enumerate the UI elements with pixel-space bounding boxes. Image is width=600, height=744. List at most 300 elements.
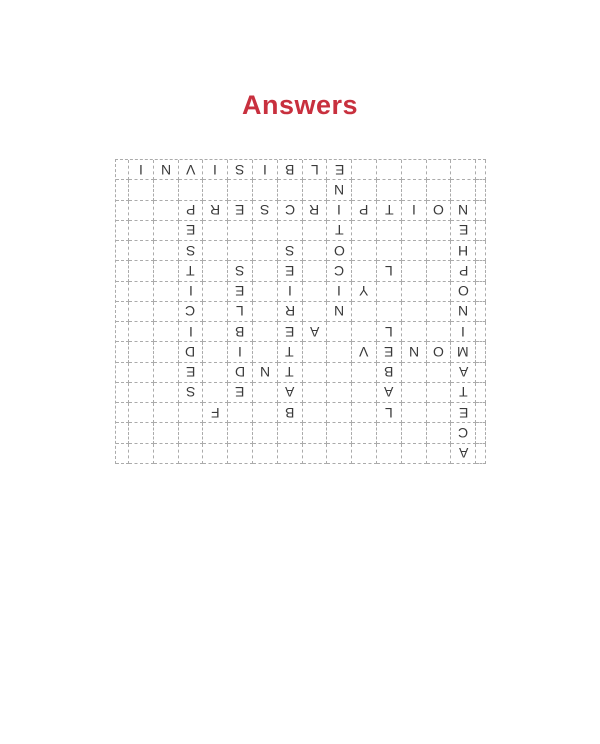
grid-cell: [377, 160, 402, 180]
grid-cell: [402, 342, 427, 362]
grid-cell: [253, 302, 278, 322]
grid-cell: [129, 444, 154, 464]
grid-cell: [303, 160, 328, 180]
grid-letter: S: [235, 262, 245, 279]
grid-cell: [154, 201, 179, 221]
grid-cell: [179, 363, 204, 383]
grid-letter: F: [211, 404, 220, 421]
grid-cell: [427, 282, 452, 302]
grid-cell: [129, 322, 154, 342]
grid-cell: [154, 261, 179, 281]
grid-cell: [327, 403, 352, 423]
grid-cell: [402, 423, 427, 443]
grid-cell: [377, 221, 402, 241]
grid-cell: [451, 241, 476, 261]
grid-cell: [154, 302, 179, 322]
grid-letter: E: [384, 343, 394, 360]
grid-cell: [303, 423, 328, 443]
grid-letter: A: [285, 384, 295, 401]
grid-letter: E: [235, 283, 245, 300]
grid-cell: [377, 342, 402, 362]
grid-cell: [402, 403, 427, 423]
grid-letter: I: [337, 202, 342, 219]
grid-cell: [129, 241, 154, 261]
grid-cell: [228, 423, 253, 443]
grid-cell: [228, 302, 253, 322]
grid-cell: [352, 363, 377, 383]
grid-letter: H: [458, 242, 469, 259]
grid-letter: Y: [359, 283, 369, 300]
grid-letter: C: [334, 262, 345, 279]
grid-cell: [327, 201, 352, 221]
grid-cell: [179, 201, 204, 221]
grid-cell: [402, 282, 427, 302]
grid-letter: N: [334, 181, 345, 198]
grid-cell: [377, 423, 402, 443]
grid-letter: P: [458, 262, 468, 279]
grid-cell: [427, 363, 452, 383]
grid-cell: [377, 241, 402, 261]
grid-cell: [278, 282, 303, 302]
grid-letter: I: [188, 323, 193, 340]
grid-cell: [278, 302, 303, 322]
grid-cell: [352, 241, 377, 261]
grid-letter: N: [458, 202, 469, 219]
grid-cell: [451, 180, 476, 200]
grid-cell: [327, 221, 352, 241]
grid-cell: [377, 201, 402, 221]
grid-letter: I: [138, 161, 143, 178]
grid-cell: [129, 302, 154, 322]
grid-cell: [203, 302, 228, 322]
grid-cell: [377, 302, 402, 322]
grid-cell: [377, 363, 402, 383]
grid-cell: [352, 423, 377, 443]
grid-cell: [327, 322, 352, 342]
grid-cell: [402, 363, 427, 383]
grid-cell: [179, 261, 204, 281]
grid-cell: [253, 363, 278, 383]
grid-cell: [278, 444, 303, 464]
grid-cell: [451, 342, 476, 362]
grid-cell: [116, 444, 129, 464]
grid-cell: [154, 363, 179, 383]
grid-cell: [253, 403, 278, 423]
grid-cell: [116, 241, 129, 261]
grid-cell: [179, 444, 204, 464]
grid-letter: E: [185, 364, 196, 381]
grid-letter: L: [384, 323, 393, 340]
grid-cell: [427, 302, 452, 322]
grid-cell: [228, 160, 253, 180]
grid-cell: [427, 444, 452, 464]
grid-cell: [303, 241, 328, 261]
grid-cell: [352, 383, 377, 403]
answer-grid: [115, 159, 486, 464]
grid-letter: N: [408, 343, 419, 360]
grid-cell: [352, 444, 377, 464]
grid-letter: V: [359, 343, 369, 360]
grid-cell: [253, 423, 278, 443]
grid-cell: [327, 302, 352, 322]
grid-cell: [203, 201, 228, 221]
grid-cell: [278, 221, 303, 241]
grid-cell: [179, 423, 204, 443]
grid-cell: [253, 221, 278, 241]
grid-cell: [179, 241, 204, 261]
grid-letter: L: [384, 404, 393, 421]
grid-cell: [352, 282, 377, 302]
grid-letter: L: [236, 303, 244, 320]
grid-letter: E: [458, 222, 468, 239]
grid-cell: [203, 160, 228, 180]
grid-cell: [116, 201, 129, 221]
grid-cell: [476, 261, 486, 281]
grid-cell: [253, 201, 278, 221]
grid-letter: B: [235, 323, 245, 340]
grid-cell: [116, 221, 129, 241]
grid-cell: [116, 342, 129, 362]
grid-cell: [427, 180, 452, 200]
grid-cell: [228, 322, 253, 342]
grid-cell: [116, 423, 129, 443]
grid-cell: [179, 383, 204, 403]
grid-cell: [116, 282, 129, 302]
grid-cell: [116, 261, 129, 281]
grid-cell: [303, 261, 328, 281]
grid-cell: [278, 383, 303, 403]
grid-cell: [154, 282, 179, 302]
grid-cell: [179, 342, 204, 362]
grid-cell: [303, 221, 328, 241]
grid-letter: N: [259, 364, 270, 381]
grid-letter: N: [334, 303, 345, 320]
grid-cell: [352, 221, 377, 241]
grid-letter: C: [185, 303, 196, 320]
grid-cell: [476, 180, 486, 200]
grid-letter: T: [285, 343, 294, 360]
grid-cell: [451, 403, 476, 423]
grid-cell: [278, 363, 303, 383]
grid-cell: [427, 241, 452, 261]
grid-cell: [253, 282, 278, 302]
grid-cell: [253, 444, 278, 464]
grid-letter: R: [284, 303, 295, 320]
grid-cell: [154, 322, 179, 342]
grid-cell: [476, 363, 486, 383]
grid-cell: [476, 282, 486, 302]
grid-letter: O: [433, 343, 444, 360]
grid-letter: E: [185, 222, 196, 239]
grid-cell: [116, 383, 129, 403]
grid-cell: [352, 261, 377, 281]
grid-cell: [402, 241, 427, 261]
grid-cell: [116, 302, 129, 322]
grid-letter: I: [287, 283, 292, 300]
grid-letter: I: [262, 161, 267, 178]
grid-cell: [402, 302, 427, 322]
grid-cell: [179, 160, 204, 180]
grid-letter: R: [210, 202, 221, 219]
grid-cell: [476, 221, 486, 241]
grid-cell: [203, 221, 228, 241]
grid-cell: [278, 423, 303, 443]
grid-cell: [154, 444, 179, 464]
grid-cell: [377, 403, 402, 423]
grid-cell: [451, 201, 476, 221]
grid-cell: [352, 322, 377, 342]
grid-cell: [129, 160, 154, 180]
grid-letter: T: [285, 364, 294, 381]
grid-cell: [228, 261, 253, 281]
grid-cell: [203, 282, 228, 302]
grid-cell: [377, 444, 402, 464]
grid-cell: [116, 403, 129, 423]
grid-cell: [402, 261, 427, 281]
grid-cell: [476, 403, 486, 423]
grid-cell: [451, 221, 476, 241]
grid-letter: I: [213, 161, 218, 178]
grid-letter: O: [433, 202, 444, 219]
grid-cell: [327, 363, 352, 383]
grid-cell: [253, 261, 278, 281]
grid-cell: [129, 201, 154, 221]
grid-cell: [129, 423, 154, 443]
grid-cell: [427, 261, 452, 281]
grid-cell: [327, 282, 352, 302]
grid-cell: [228, 363, 253, 383]
grid-letter: T: [334, 222, 344, 239]
grid-letter: C: [458, 424, 469, 441]
grid-cell: [427, 423, 452, 443]
grid-cell: [451, 423, 476, 443]
grid-letter: A: [458, 364, 468, 381]
grid-cell: [154, 423, 179, 443]
grid-cell: [352, 180, 377, 200]
grid-cell: [116, 180, 129, 200]
grid-cell: [402, 160, 427, 180]
grid-cell: [154, 160, 179, 180]
grid-cell: [278, 261, 303, 281]
grid-cell: [278, 180, 303, 200]
grid-cell: [154, 180, 179, 200]
grid-cell: [476, 201, 486, 221]
grid-cell: [203, 363, 228, 383]
grid-cell: [303, 363, 328, 383]
grid-cell: [253, 241, 278, 261]
grid-cell: [228, 444, 253, 464]
grid-cell: [327, 423, 352, 443]
grid-cell: [451, 322, 476, 342]
grid-letter: E: [458, 404, 468, 421]
grid-cell: [402, 201, 427, 221]
grid-cell: [476, 444, 486, 464]
grid-cell: [253, 160, 278, 180]
grid-cell: [228, 180, 253, 200]
grid-letter: O: [457, 283, 469, 300]
grid-cell: [402, 322, 427, 342]
grid-cell: [303, 444, 328, 464]
grid-cell: [179, 282, 204, 302]
grid-cell: [303, 403, 328, 423]
grid-cell: [427, 160, 452, 180]
grid-cell: [303, 282, 328, 302]
grid-letter: E: [235, 202, 245, 219]
page-title: Answers: [241, 90, 359, 120]
grid-cell: [203, 383, 228, 403]
grid-cell: [129, 261, 154, 281]
grid-cell: [451, 261, 476, 281]
grid-cell: [476, 302, 486, 322]
grid-letter: N: [458, 303, 469, 320]
grid-letter: S: [260, 202, 270, 219]
grid-cell: [451, 363, 476, 383]
grid-cell: [451, 160, 476, 180]
grid-letter: S: [185, 384, 196, 401]
grid-cell: [451, 383, 476, 403]
grid-cell: [451, 282, 476, 302]
grid-letter: T: [458, 384, 468, 401]
grid-letter: P: [185, 202, 196, 219]
grid-letter: S: [285, 242, 295, 259]
grid-cell: [228, 201, 253, 221]
grid-letter: B: [384, 364, 394, 381]
grid-cell: [427, 221, 452, 241]
grid-cell: [228, 241, 253, 261]
grid-letter: I: [238, 343, 243, 360]
grid-cell: [327, 444, 352, 464]
grid-cell: [228, 221, 253, 241]
grid-cell: [303, 342, 328, 362]
grid-cell: [476, 241, 486, 261]
grid-letter: L: [384, 262, 393, 279]
grid-cell: [427, 342, 452, 362]
grid-cell: [352, 342, 377, 362]
grid-letter: M: [457, 343, 470, 360]
grid-cell: [203, 241, 228, 261]
grid-cell: [228, 342, 253, 362]
grid-cell: [179, 302, 204, 322]
grid-cell: [154, 241, 179, 261]
grid-cell: [253, 383, 278, 403]
grid-cell: [129, 342, 154, 362]
grid-cell: [377, 322, 402, 342]
grid-cell: [278, 403, 303, 423]
grid-letter: B: [285, 161, 295, 178]
grid-cell: [352, 403, 377, 423]
grid-cell: [377, 383, 402, 403]
grid-cell: [154, 342, 179, 362]
grid-cell: [377, 261, 402, 281]
grid-letter: R: [309, 202, 320, 219]
grid-cell: [253, 342, 278, 362]
grid-cell: [377, 180, 402, 200]
grid-letter: A: [309, 323, 320, 340]
grid-cell: [179, 322, 204, 342]
grid-cell: [129, 403, 154, 423]
grid-cell: [116, 363, 129, 383]
grid-cell: [203, 180, 228, 200]
grid-cell: [303, 302, 328, 322]
grid-letter: L: [310, 161, 319, 178]
grid-cell: [129, 363, 154, 383]
grid-cell: [278, 201, 303, 221]
grid-cell: [476, 383, 486, 403]
grid-cell: [327, 241, 352, 261]
grid-letter: A: [384, 384, 394, 401]
grid-letter: S: [235, 161, 245, 178]
grid-cell: [451, 302, 476, 322]
grid-cell: [278, 322, 303, 342]
grid-letter: A: [458, 445, 468, 462]
grid-cell: [154, 383, 179, 403]
grid-cell: [228, 403, 253, 423]
grid-letter: T: [384, 202, 394, 219]
grid-letter: I: [188, 283, 193, 300]
grid-cell: [327, 261, 352, 281]
grid-letter: B: [285, 404, 295, 421]
grid-letter: C: [284, 202, 295, 219]
grid-cell: [352, 201, 377, 221]
grid-letter: O: [333, 242, 345, 259]
grid-cell: [278, 241, 303, 261]
grid-cell: [402, 383, 427, 403]
grid-letter: E: [334, 161, 344, 178]
grid-letter: E: [235, 384, 245, 401]
grid-cell: [116, 322, 129, 342]
grid-letter: E: [285, 262, 295, 279]
grid-cell: [253, 322, 278, 342]
grid-letter: E: [285, 323, 295, 340]
grid-letter: T: [186, 262, 195, 279]
grid-letter: D: [185, 343, 196, 360]
grid-cell: [179, 221, 204, 241]
grid-letter: N: [160, 161, 171, 178]
grid-letter: I: [411, 202, 416, 219]
grid-cell: [129, 282, 154, 302]
grid-cell: [179, 403, 204, 423]
grid-cell: [402, 221, 427, 241]
grid-cell: [327, 342, 352, 362]
grid-letter: D: [235, 364, 246, 381]
grid-cell: [278, 342, 303, 362]
grid-cell: [154, 403, 179, 423]
grid-cell: [303, 180, 328, 200]
grid-cell: [203, 444, 228, 464]
grid-cell: [303, 383, 328, 403]
grid-cell: [377, 282, 402, 302]
grid-cell: [203, 261, 228, 281]
grid-cell: [129, 180, 154, 200]
grid-cell: [327, 383, 352, 403]
grid-cell: [129, 383, 154, 403]
grid-cell: [451, 444, 476, 464]
grid-cell: [179, 180, 204, 200]
grid-cell: [476, 160, 486, 180]
grid-cell: [327, 180, 352, 200]
grid-cell: [427, 322, 452, 342]
grid-cell: [427, 403, 452, 423]
grid-letter: I: [337, 283, 342, 300]
grid-cell: [476, 322, 486, 342]
grid-cell: [427, 201, 452, 221]
grid-cell: [228, 282, 253, 302]
grid-cell: [303, 322, 328, 342]
grid-cell: [278, 160, 303, 180]
grid-cell: [203, 423, 228, 443]
grid-cell: [129, 221, 154, 241]
grid-letter: I: [461, 323, 466, 340]
